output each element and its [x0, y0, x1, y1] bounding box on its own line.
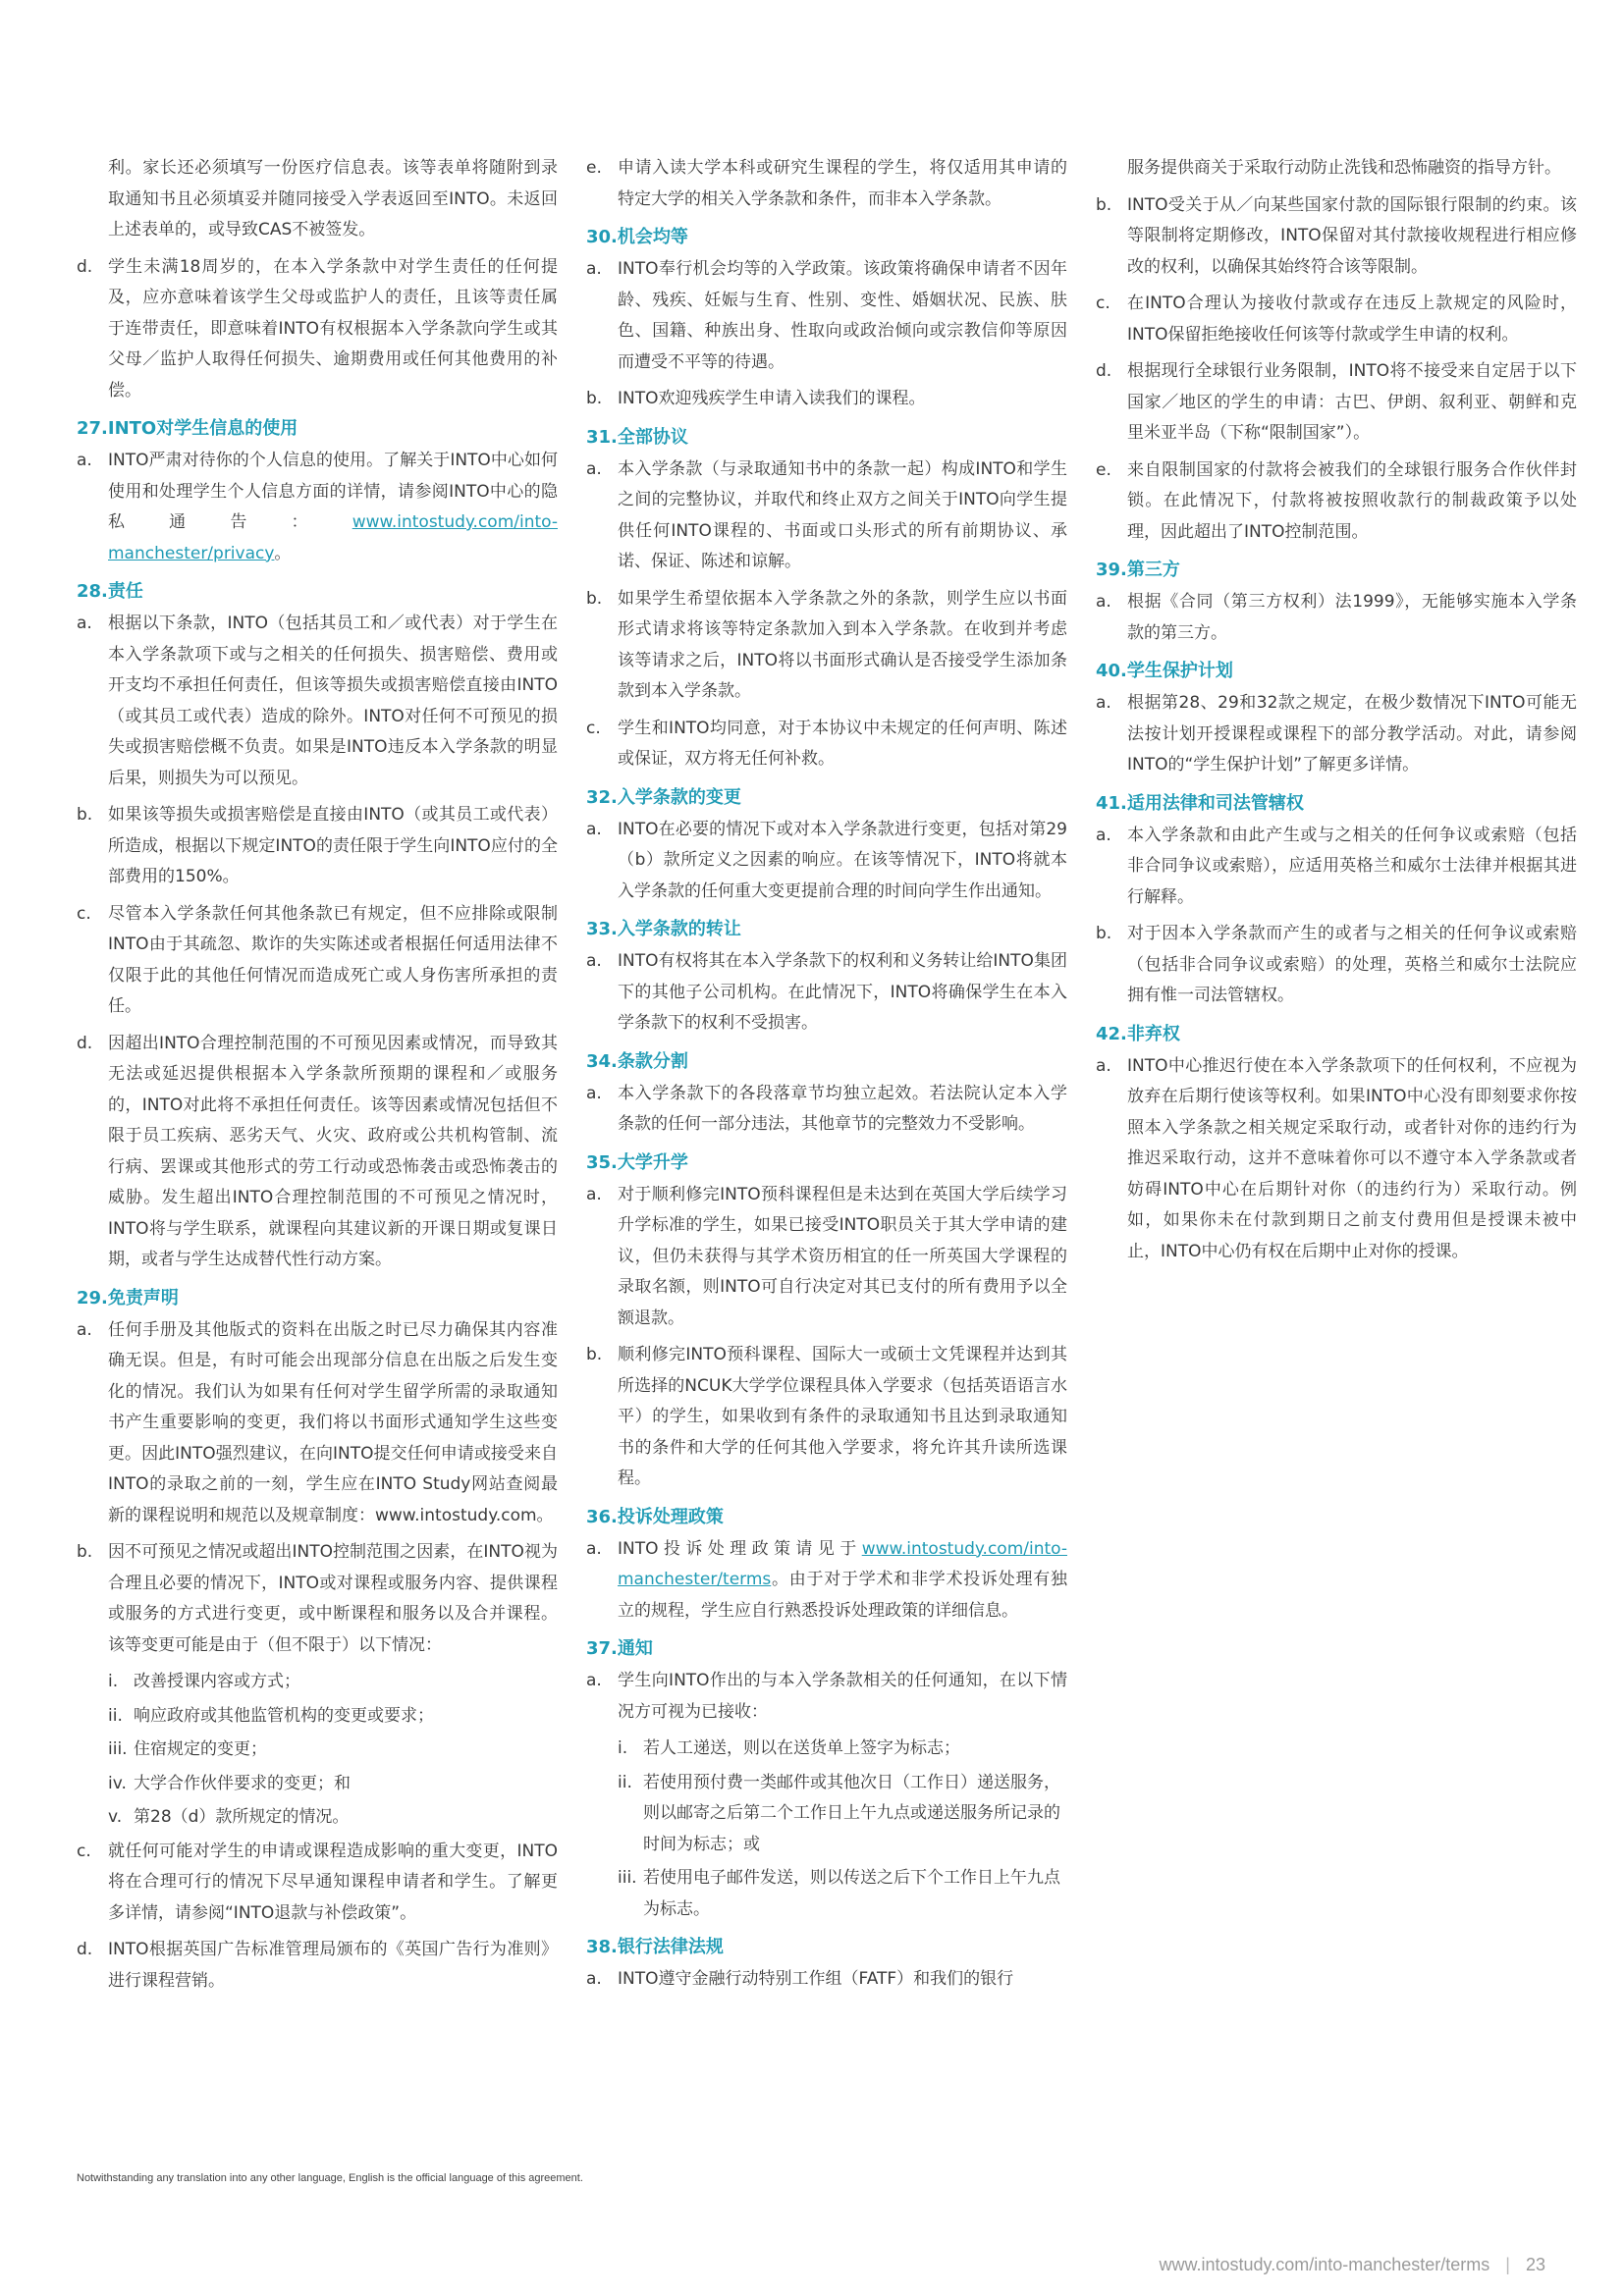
clause [77, 1837, 558, 1930]
clause-body: INTO有权将其在本入学条款下的权利和义务转让给INTO集团下的其他子公司机构。在此情况下，INTO将确保学生在本入学条款下的权利不受损害。 [618, 951, 1067, 1033]
clause-text [108, 1029, 558, 1276]
clause-text [618, 1666, 1067, 1728]
clause-text [618, 815, 1067, 908]
clause-label: a. [1096, 1055, 1111, 1076]
clause-label: b. [1096, 194, 1112, 215]
clause-text [643, 1863, 1067, 1925]
clause-text [108, 1537, 558, 1661]
clause-body: 根据第28、29和32款之规定，在极少数情况下INTO可能无法按计划开授课程或课程下的部分教学活动。对此，请参阅INTO的“学生保护计划”了解更多详情。 [1127, 693, 1577, 774]
clause [77, 609, 558, 794]
clause-body: 本入学条款下的各段落章节均独立起效。若法院认定本入学条款的任何一部分违法，其他章节的完整效力不受影响。 [618, 1083, 1067, 1134]
section-heading: 40.学生保护计划 [1096, 661, 1233, 681]
clause [1096, 190, 1577, 284]
clause-text [618, 714, 1067, 775]
clause-label: i. [618, 1738, 628, 1758]
clause-label: e. [1096, 459, 1111, 480]
clause-body: 对于因本入学条款而产生的或者与之相关的任何争议或索赔（包括非合同争议或索赔）的处理，英格兰和威尔士法院应拥有惟一司法管辖权。 [1127, 924, 1577, 1005]
sub-clause [108, 1667, 558, 1698]
clause-text [618, 454, 1067, 578]
clause-text [108, 609, 558, 794]
clause-label: a. [586, 1538, 602, 1559]
clause-label: a. [77, 1319, 92, 1340]
clause-text [1127, 587, 1577, 649]
clause-text [134, 1667, 558, 1698]
clause-label: iii. [618, 1868, 637, 1888]
clause-text [618, 1964, 1067, 1996]
clause [586, 254, 1067, 378]
clause-label: d. [1096, 361, 1112, 381]
clause-body: INTO受关于从／向某些国家付款的国际银行限制的约束。该等限制将定期修改，INTO保留对其付款接收规程进行相应修改的权利，以确保其始终符合该等限制。 [1127, 194, 1577, 277]
clause [586, 946, 1067, 1040]
section-heading: 35.大学升学 [586, 1151, 688, 1173]
clause-text [108, 800, 558, 893]
clause-body-cont: 。 [274, 543, 292, 563]
clause-body: 若人工递送，则以在送货单上签字为标志； [643, 1738, 960, 1758]
clause-label: ii. [108, 1705, 123, 1726]
clause [77, 446, 558, 569]
section-heading: 38.银行法律法规 [586, 1937, 724, 1957]
clause-body: 根据现行全球银行业务限制，INTO将不接受来自定居于以下国家／地区的学生的申请：古巴、伊朗、叙利亚、朝鲜和克里米亚半岛（下称“限制国家”）。 [1127, 361, 1577, 443]
clause-body: 利。家长还必须填写一份医疗信息表。该等表单将随附到录取通知书且必须填妥并随同接受入学表返回至INTO。未返回上述表单的，或导致CAS不被签发。 [108, 158, 558, 240]
clause-body: 根据以下条款，INTO（包括其员工和／或代表）对于学生在本入学条款项下或与之相关的任何损失、损害赔偿、费用或开支均不承担任何责任，但该等损失或损害赔偿直接由INTO（或其员工或代表）造成的除外。INTO对任何不可预见的损失或损害赔偿概不负责。如果是INTO违反本入学条款的明显后果，则损失为可以预见。 [108, 614, 558, 788]
clause [1096, 356, 1577, 450]
clause-text [618, 1180, 1067, 1335]
clause-label: a. [77, 451, 92, 470]
clause [1096, 1051, 1577, 1268]
clause-text [618, 384, 1067, 415]
clause [586, 584, 1067, 708]
clause-text [108, 1837, 558, 1930]
clause-label: a. [586, 1083, 602, 1103]
clause-body: 顺利修完INTO预科课程、国际大一或硕士文凭课程并达到其所选择的NCUK大学学位课程具体入学要求（包括英语语言水平）的学生，如果收到有条件的录取通知书且达到录取通知书的条件和大学的任何其他入学要求，将允许其升读所选课程。 [618, 1345, 1067, 1488]
clause-label: a. [586, 259, 602, 279]
section-heading: 30.机会均等 [586, 227, 688, 247]
clause-label: a. [586, 1969, 602, 1989]
clause [1096, 289, 1577, 350]
clause-text [643, 1768, 1067, 1861]
clause-label: a. [77, 614, 92, 633]
clause-text [108, 1315, 558, 1532]
clause-text [1127, 919, 1577, 1012]
clause [1096, 821, 1577, 914]
section-heading: 32.入学条款的变更 [586, 786, 741, 808]
clause-label: c. [586, 718, 601, 738]
section-heading: 34.条款分割 [586, 1050, 688, 1072]
sub-clause [108, 1735, 558, 1766]
clause [1096, 153, 1577, 185]
clause-text [134, 1735, 558, 1766]
clause-body: 响应政府或其他监管机构的变更或要求； [134, 1705, 434, 1726]
clause-body: 本入学条款（与录取通知书中的条款一起）构成INTO和学生之间的完整协议，并取代和终止双方之间关于INTO向学生提供任何INTO课程的、书面或口头形式的所有前期协议、承诺、保证、陈述和谅解。 [618, 458, 1067, 571]
clause-body: 学生向INTO作出的与本入学条款相关的任何通知，在以下情况方可视为已接收： [618, 1671, 1067, 1722]
clause [1096, 919, 1577, 1012]
clause-body: 本入学条款和由此产生或与之相关的任何争议或索赔（包括非合同争议或索赔），应适用英格兰和威尔士法律并根据其进行解释。 [1127, 825, 1577, 907]
clause-label: iv. [108, 1773, 127, 1793]
clause-body: 改善授课内容或方式； [134, 1672, 300, 1691]
section-heading: 36.投诉处理政策 [586, 1506, 724, 1527]
clause-body: 住宿规定的变更； [134, 1739, 267, 1759]
clause-label: b. [77, 1542, 93, 1562]
clause-body: INTO遵守金融行动特别工作组（FATF）和我们的银行 [618, 1969, 1014, 1989]
clause [586, 1340, 1067, 1495]
clause-label: v. [108, 1807, 123, 1827]
clause [586, 454, 1067, 578]
clause-label: c. [1096, 294, 1110, 313]
clause [586, 1079, 1067, 1141]
clause [77, 1537, 558, 1661]
clause-text [108, 899, 558, 1023]
clause-label: a. [586, 819, 602, 839]
clause-body: 大学合作伙伴要求的变更；和 [134, 1773, 351, 1793]
clause-body: 任何手册及其他版式的资料在出版之时已尽力确保其内容准确无误。但是，有时可能会出现部分信息在出版之后发生变化的情况。我们认为如果有任何对学生留学所需的录取通知书产生重要影响的变更，我们将以书面形式通知学生这些变更。因此INTO强烈建议，在向INTO提交任何申请或接受来自INTO的录取之前的一刻，学生应在INTO Study网站查阅最新的课程说明和规范以及规章制度：www.intostudy.com。 [108, 1319, 558, 1525]
section-heading: 41.适用法律和司法管辖权 [1096, 792, 1304, 814]
clause [586, 1180, 1067, 1335]
clause-text [1127, 455, 1577, 549]
clause-body: 服务提供商关于采取行动防止洗钱和恐怖融资的指导方针。 [1127, 158, 1561, 178]
clause-label: d. [77, 256, 93, 277]
clause-label: b. [77, 805, 93, 825]
clause [586, 1534, 1067, 1628]
clause [586, 714, 1067, 775]
clause-body: 对于顺利修完INTO预科课程但是未达到在英国大学后续学习升学标准的学生，如果已接受INTO职员关于其大学申请的建议，但仍未获得与其学术资历相宜的任一所英国大学课程的录取名额，则INTO可自行决定对其已支付的所有费用予以全额退款。 [618, 1184, 1067, 1328]
footer-separator: | [1505, 2255, 1510, 2274]
clause [77, 1315, 558, 1532]
clause-label: d. [77, 1033, 93, 1053]
clause-text [618, 1534, 1067, 1628]
clause-label: a. [1096, 825, 1111, 845]
clause-text [1127, 821, 1577, 914]
clause [586, 153, 1067, 215]
clause-label: a. [1096, 592, 1111, 612]
clause-body: 因超出INTO合理控制范围的不可预见因素或情况，而导致其无法或延迟提供根据本入学条款所预期的课程和／或服务的，INTO对此将不承担任何责任。该等因素或情况包括但不限于员工疾病、恶劣天气、火灾、政府或公共机构管制、流行病、罢课或其他形式的劳工行动或恐怖袭击或恐怖袭击的威胁。发生超出INTO合理控制范围的不可预见之情况时，INTO将与学生联系，就课程向其建议新的开课日期或复课日期，或者与学生达成替代性行动方案。 [108, 1033, 558, 1269]
clause-link[interactable]: www.intostudy.com/into-manchester/privacy [108, 512, 558, 563]
official-language-footnote: Notwithstanding any translation into any other language, English is the official language of this agreement. [77, 2172, 583, 2184]
section-heading: 37.通知 [586, 1638, 653, 1659]
clause-text [134, 1701, 558, 1733]
clause-body: 根据《合同（第三方权利）法1999》，无能够实施本入学条款的第三方。 [1127, 592, 1577, 643]
clause-body: 学生未满18周岁的，在本入学条款中对学生责任的任何提及，应亦意味着该学生父母或监护人的责任，且该等责任属于连带责任，即意味着INTO有权根据本入学条款向学生或其父母／监护人取得任何损失、逾期费用或任何其他费用的补偿。 [108, 256, 558, 400]
page-number: 23 [1525, 2255, 1545, 2274]
clause-label: d. [77, 1940, 93, 1959]
clause [77, 1935, 558, 1997]
sub-clause [108, 1701, 558, 1733]
column-left [77, 153, 558, 2002]
section-heading: 39.第三方 [1096, 560, 1180, 580]
clause-label: c. [77, 1841, 91, 1861]
clause [586, 384, 1067, 415]
clause-text [108, 1935, 558, 1997]
clause-text [618, 584, 1067, 708]
clause-body-cont: 。由于对于学术和非学术投诉处理有独立的规程，学生应自行熟悉投诉处理政策的详细信息。 [618, 1570, 1067, 1621]
clause-label: a. [586, 951, 602, 971]
clause [1096, 455, 1577, 549]
clause-label: b. [586, 389, 603, 408]
clause-text [1127, 1051, 1577, 1268]
sub-clause [108, 1769, 558, 1800]
page-footer [1160, 2255, 1546, 2275]
clause [77, 153, 558, 246]
clause-text [134, 1769, 558, 1800]
clause-text [618, 1079, 1067, 1141]
clause-body: INTO在必要的情况下或对本入学条款进行变更，包括对第29（b）款所定义之因素的响应。在该等情况下，INTO将就本入学条款的任何重大变更提前合理的时间向学生作出通知。 [618, 819, 1067, 901]
clause-label: i. [108, 1672, 119, 1691]
clause-text [1127, 356, 1577, 450]
sub-clause [108, 1802, 558, 1834]
clause [1096, 587, 1577, 649]
clause-label: a. [586, 1671, 602, 1690]
section-heading: 42.非弃权 [1096, 1023, 1180, 1044]
clause-text [1127, 153, 1577, 185]
clause-label: a. [1096, 693, 1111, 713]
column-middle [586, 153, 1067, 2002]
clause [586, 1666, 1067, 1728]
clause-text [618, 1340, 1067, 1495]
clause-body: 若使用预付费一类邮件或其他次日（工作日）递送服务，则以邮寄之后第二个工作日上午九点或递送服务所记录的时间为标志；或 [643, 1772, 1060, 1854]
clause-text [1127, 688, 1577, 781]
clause-text [1127, 289, 1577, 350]
clause-text [108, 153, 558, 246]
clause-label: b. [586, 588, 603, 609]
sub-clause [618, 1734, 1067, 1765]
sub-clause [618, 1768, 1067, 1861]
clause-body: INTO严肃对待你的个人信息的使用。了解关于INTO中心如何使用和处理学生个人信息方面的详情，请参阅INTO中心的隐私通告： [108, 451, 558, 532]
clause [77, 252, 558, 407]
clause-body: 第28（d）款所规定的情况。 [134, 1807, 350, 1827]
clause-text [108, 252, 558, 407]
section-heading: 28.责任 [77, 581, 143, 602]
clause-text [618, 254, 1067, 378]
clause-body: 如果该等损失或损害赔偿是直接由INTO（或其员工或代表）所造成，根据以下规定INTO的责任限于学生向INTO应付的全部费用的150%。 [108, 805, 558, 886]
clause-text [1127, 190, 1577, 284]
clause-body: 如果学生希望依据本入学条款之外的条款，则学生应以书面形式请求将该等特定条款加入到本入学条款。在收到并考虑该等请求之后，INTO将以书面形式确认是否接受学生添加条款到本入学条款。 [618, 588, 1067, 701]
clause-text [134, 1802, 558, 1834]
clause-body: 在INTO合理认为接收付款或存在违反上款规定的风险时，INTO保留拒绝接收任何该等付款或学生申请的权利。 [1127, 294, 1577, 345]
clause-label: b. [1096, 924, 1112, 943]
column-right [1096, 153, 1577, 1273]
footer-url[interactable]: www.intostudy.com/into-manchester/terms [1159, 2255, 1490, 2274]
clause-label: ii. [618, 1772, 632, 1792]
clause-text [618, 153, 1067, 215]
clause-label: c. [77, 903, 91, 924]
clause [586, 1964, 1067, 1996]
section-heading: 29.免责声明 [77, 1287, 179, 1308]
clause-text [618, 946, 1067, 1040]
clause-body: INTO奉行机会均等的入学政策。该政策将确保申请者不因年龄、残疾、妊娠与生育、性别、变性、婚姻状况、民族、肤色、国籍、种族出身、性取向或政治倾向或宗教信仰等原因而遭受不平等的待遇。 [618, 259, 1067, 372]
clause-body: INTO欢迎残疾学生申请入读我们的课程。 [618, 389, 926, 408]
clause [1096, 688, 1577, 781]
sub-clause [618, 1863, 1067, 1925]
clause-label: b. [586, 1345, 603, 1364]
clause-label: e. [586, 158, 602, 178]
clause-body: 学生和INTO均同意，对于本协议中未规定的任何声明、陈述或保证，双方将无任何补救。 [618, 718, 1067, 769]
clause [586, 815, 1067, 908]
clause-body: 申请入读大学本科或研究生课程的学生，将仅适用其申请的特定大学的相关入学条款和条件，而非本入学条款。 [618, 158, 1067, 209]
clause-body: INTO中心推迟行使在本入学条款项下的任何权利，不应视为放弃在后期行使该等权利。如果INTO中心没有即刻要求你按照本入学条款之相关规定采取行动，或者针对你的违约行为推迟采取行动，这并不意味着你可以不遵守本入学条款或者妨碍INTO中心在后期针对你（的违约行为）采取行动。例如，如果你未在付款到期日之前支付费用但是授课未被中止，INTO中心仍有权在后期中止对你的授课。 [1127, 1055, 1577, 1261]
clause-body: INTO投诉处理政策请见于 [618, 1538, 862, 1559]
clause [77, 899, 558, 1023]
clause [77, 1029, 558, 1276]
clause-body: 若使用电子邮件发送，则以传送之后下个工作日上午九点为标志。 [643, 1868, 1060, 1919]
clause-body: INTO根据英国广告标准管理局颁布的《英国广告行为准则》进行课程营销。 [108, 1940, 558, 1991]
clause-body: 尽管本入学条款任何其他条款已有规定，但不应排除或限制INTO由于其疏忽、欺诈的失实陈述或者根据任何适用法律不仅限于此的其他任何情况而造成死亡或人身伤害所承担的责任。 [108, 903, 558, 1016]
section-heading: 27.INTO对学生信息的使用 [77, 418, 298, 439]
clause-label: a. [586, 1184, 602, 1204]
clause-link[interactable]: www.intostudy.com/into-manchester/terms [618, 1538, 1067, 1589]
clause-body: 因不可预见之情况或超出INTO控制范围之因素，在INTO视为合理且必要的情况下，INTO或对课程或服务内容、提供课程或服务的方式进行变更，或中断课程和服务以及合并课程。该等变更可能是由于（但不限于）以下情况： [108, 1542, 558, 1655]
clause-body: 就任何可能对学生的申请或课程造成影响的重大变更，INTO将在合理可行的情况下尽早通知课程申请者和学生。了解更多详情，请参阅“INTO退款与补偿政策”。 [108, 1841, 558, 1923]
section-heading: 33.入学条款的转让 [586, 919, 741, 939]
clause-label: a. [586, 458, 602, 479]
clause-text [643, 1734, 1067, 1765]
section-heading: 31.全部协议 [586, 426, 688, 448]
clause-text [108, 446, 558, 569]
clause-label: iii. [108, 1739, 128, 1759]
clause-body: 来自限制国家的付款将会被我们的全球银行服务合作伙伴封锁。在此情况下，付款将被按照收款行的制裁政策予以处理，因此超出了INTO控制范围。 [1127, 459, 1577, 542]
clause [77, 800, 558, 893]
